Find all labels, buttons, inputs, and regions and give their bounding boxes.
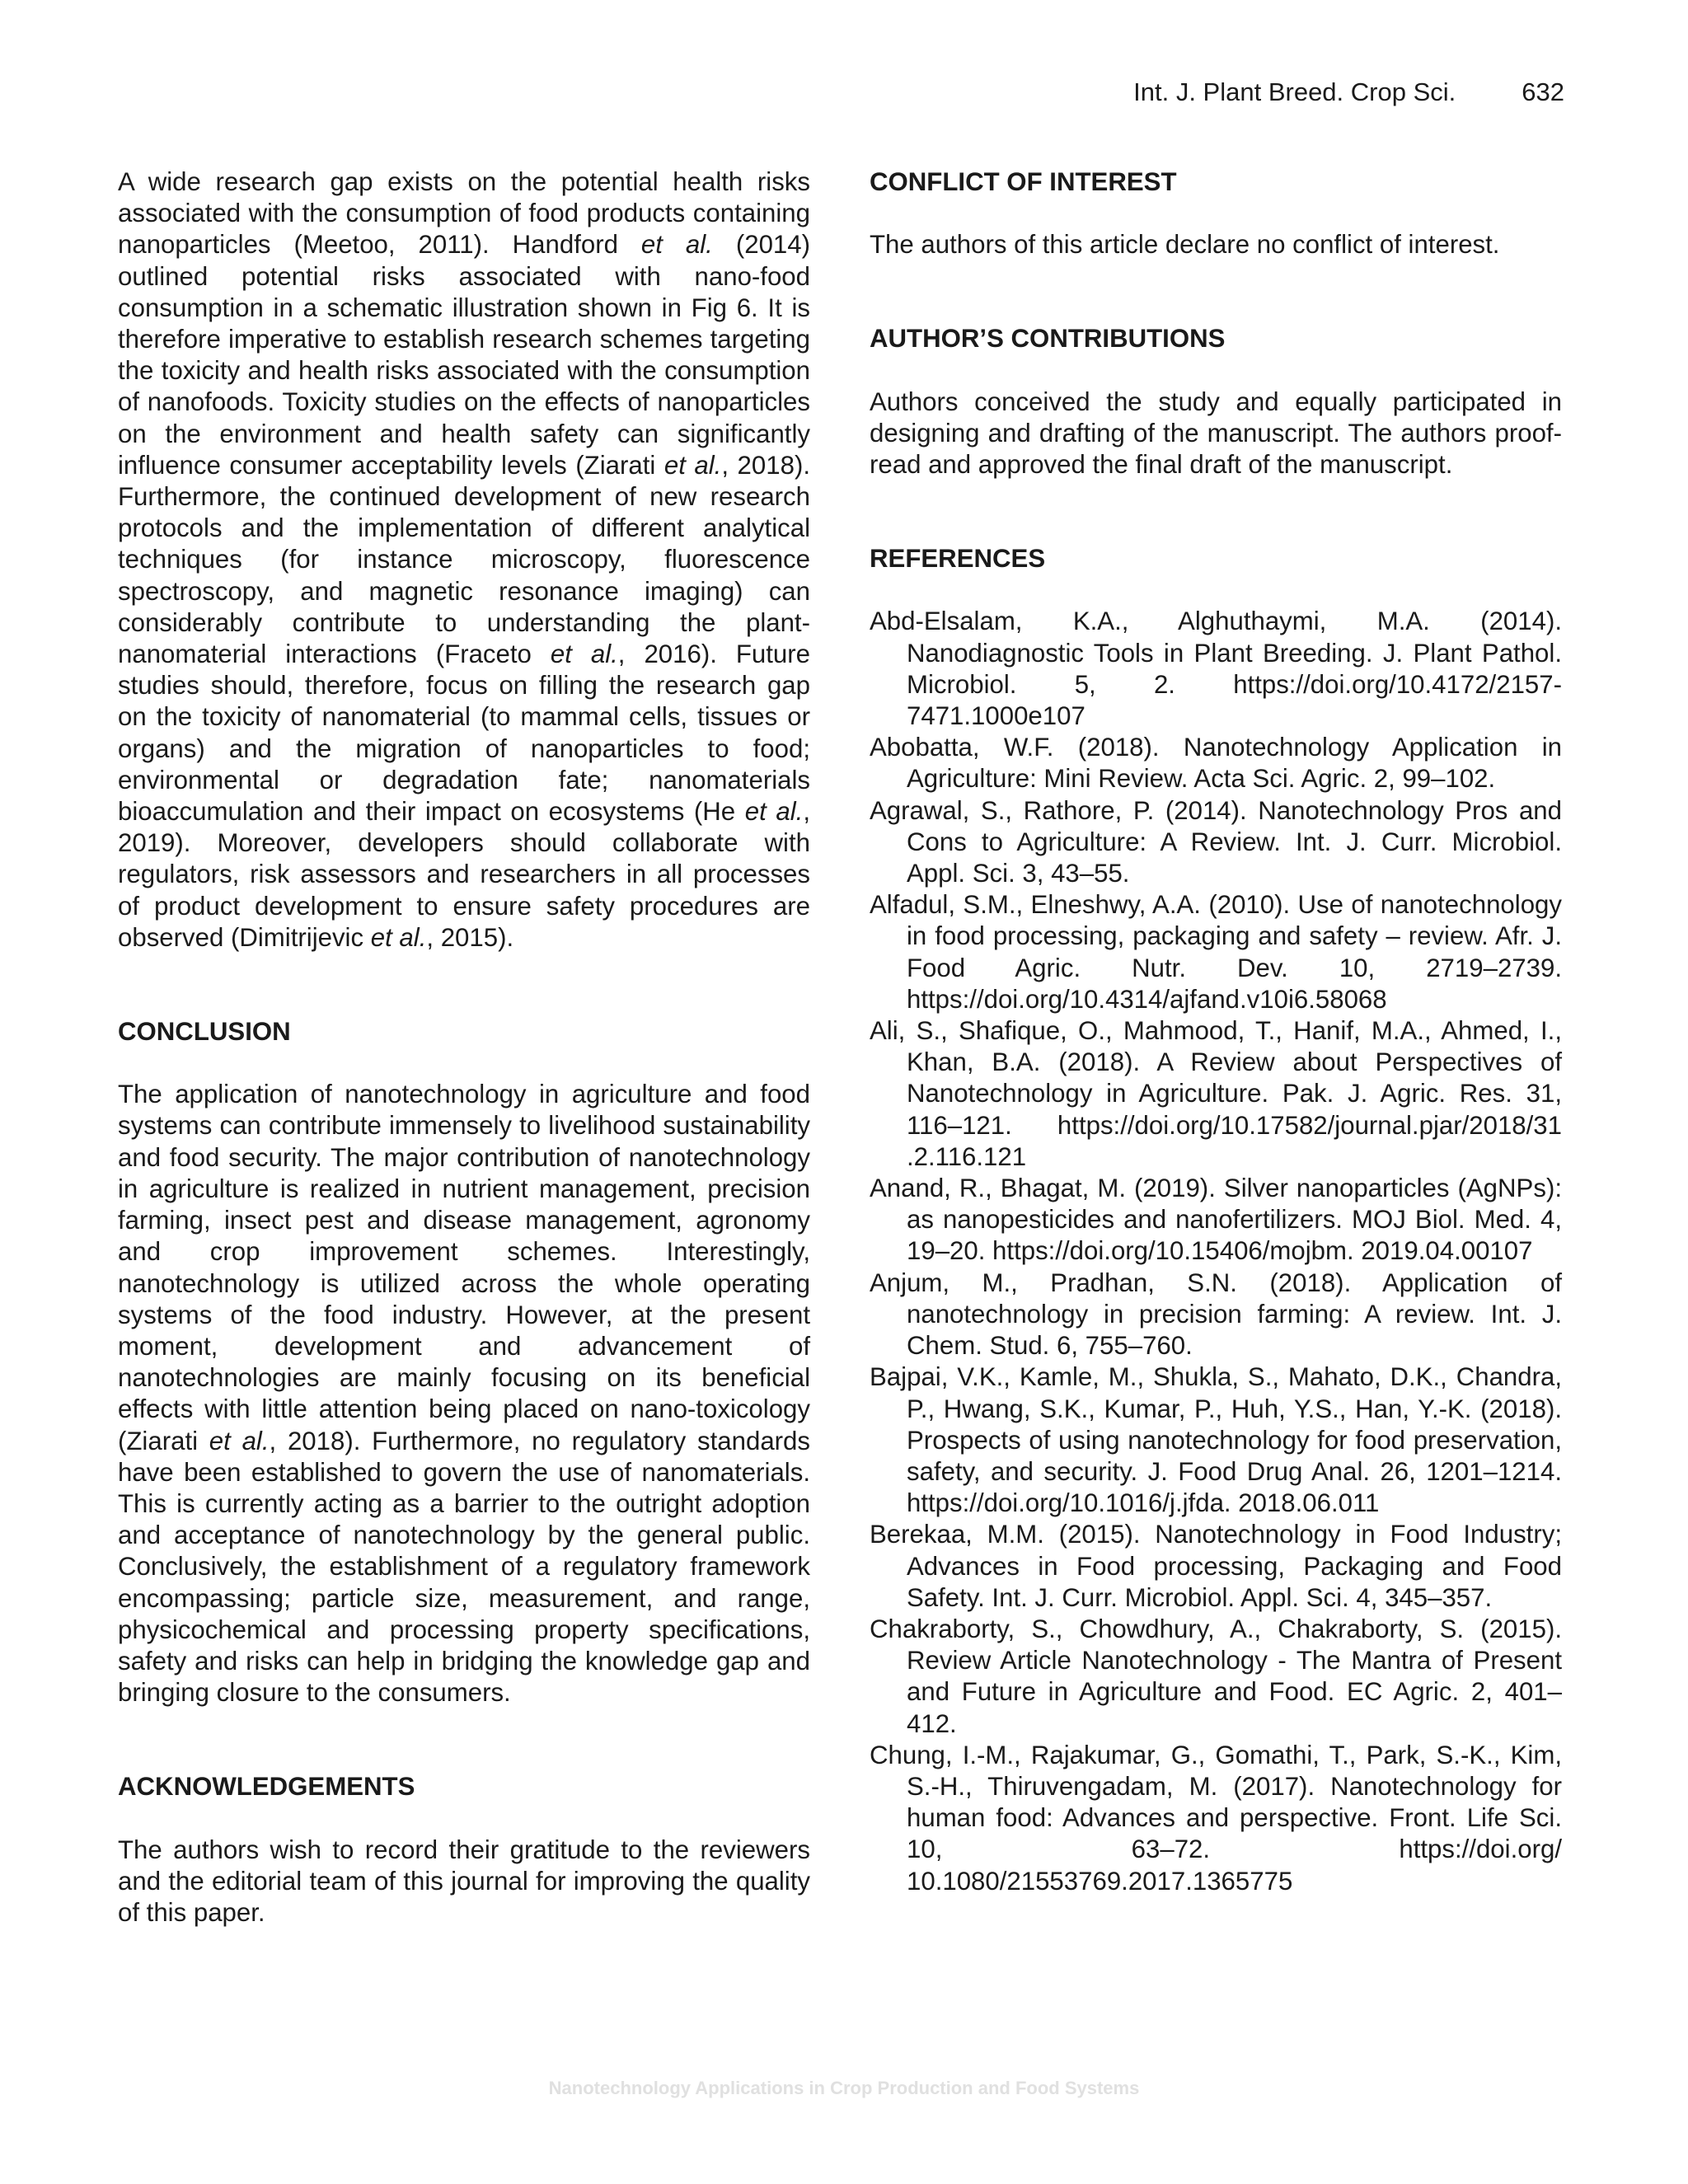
footer-article-title: Nanotechnology Applications in Crop Production and Food Systems bbox=[548, 2078, 1140, 2098]
references-heading: REFERENCES bbox=[870, 544, 1046, 574]
reference-item: Alfadul, S.M., Elneshwy, A.A. (2010). Use of nanotechnology in food processing, packaging and safety – review. Afr. J. Food Agric. Nutr. Dev. 10, 2719–2739. https://doi.org/10.4314/ajfand.v10i6.58068 bbox=[870, 890, 1562, 1014]
reference-item: Abobatta, W.F. (2018). Nanotechnology Application in Agriculture: Mini Review. Acta Sci. Agric. 2, 99–102. bbox=[870, 733, 1562, 794]
conflict-paragraph: The authors of this article declare no conflict of interest. bbox=[870, 230, 1500, 260]
acknowledgements-paragraph: The authors wish to record their gratitude to the reviewers and the editorial team of this journal for improving the quality of this paper. bbox=[118, 1835, 810, 1927]
reference-item: Anand, R., Bhagat, M. (2019). Silver nanoparticles (AgNPs): as nanopesticides and nanofertilizers. MOJ Biol. Med. 4, 19–20. https://doi.org/10.15406/mojbm. 2019.04.00107 bbox=[870, 1174, 1562, 1266]
left-column bbox=[118, 166, 810, 1929]
text-run: , 2016). Future studies should, therefore, focus on filling the research gap on the toxicity of nanomaterial (to mammal cells, tissues or organs) and the migration of nanoparticles to food; environmental or degradation fate; nanomaterials bioaccumulation and their impact on ecosystems (He bbox=[118, 640, 810, 827]
italic-et-al: et al. bbox=[744, 797, 804, 827]
contributions-heading: AUTHOR’S CONTRIBUTIONS bbox=[870, 324, 1226, 354]
italic-et-al: et al. bbox=[550, 640, 618, 669]
conclusion-paragraph bbox=[118, 1079, 810, 1708]
reference-item: Agrawal, S., Rathore, P. (2014). Nanotechnology Pros and Cons to Agriculture: A Review. Int. J. Curr. Microbiol. Appl. Sci. 3, 43–55. bbox=[870, 795, 1562, 888]
text-run: The application of nanotechnology in agriculture and food systems can contribute immensely to livelihood sustainability and food security. The major contribution of nanotechnology in agriculture is realized in nutrient management, precision farming, insect pest and disease management, agronomy and crop improvement schemes. Interestingly, nanotechnology is utilized across the whole operating systems of the food industry. However, at the present moment, development and advancement of nanotechnologies are mainly focusing on its beneficial effects with little attention being placed on nano-toxicology (Ziarati bbox=[118, 1080, 810, 1455]
right-column bbox=[870, 166, 1562, 1897]
reference-item: Chung, I.-M., Rajakumar, G., Gomathi, T., Park, S.-K., Kim, S.-H., Thiruvengadam, M. (2017). Nanotechnology for human food: Advances and perspective. Front. Life Sci. 10, 63–72. https://doi.org/ 10.1080/21553769.2017.1365775 bbox=[870, 1740, 1562, 1896]
text-run: , 2018). Furthermore, no regulatory standards have been established to govern the use of nanomaterials. This is currently acting as a barrier to the outright adoption and acceptance of nanotechnology by the general public. Conclusively, the establishment of a regulatory framework encompassing; particle size, measurement, and range, physicochemical and processing property specifications, safety and risks can help in bridging the knowledge gap and bringing closure to the consumers. bbox=[118, 1426, 810, 1708]
text-run: (2014) outlined potential risks associated with nano-food consumption in a schematic illustration shown in Fig 6. It is therefore imperative to establish research schemes targeting the toxicity and health risks associated with the consumption of nanofoods. Toxicity studies on the effects of nanoparticles on the environment and health safety can significantly influence consumer acceptability levels (Ziarati bbox=[118, 230, 810, 480]
conflict-heading: CONFLICT OF INTEREST bbox=[870, 167, 1177, 196]
italic-et-al: et al. bbox=[640, 230, 713, 260]
reference-item: Chakraborty, S., Chowdhury, A., Chakraborty, S. (2015). Review Article Nanotechnology - The Mantra of Present and Future in Agriculture and Food. EC Agric. 2, 401–412. bbox=[870, 1614, 1562, 1738]
text-run: , 2015). bbox=[426, 922, 514, 952]
intro-paragraph bbox=[118, 166, 810, 954]
reference-item: Anjum, M., Pradhan, S.N. (2018). Application of nanotechnology in precision farming: A review. Int. J. Chem. Stud. 6, 755–760. bbox=[870, 1268, 1562, 1361]
acknowledgements-heading: ACKNOWLEDGEMENTS bbox=[118, 1772, 415, 1802]
page-number: 632 bbox=[1522, 77, 1564, 106]
text-run: , 2019). Moreover, developers should collaborate with regulators, risk assessors and researchers in all processes of product development to ensure safety procedures are observed (Dimitrijevic bbox=[118, 797, 810, 952]
contributions-paragraph: Authors conceived the study and equally participated in designing and drafting of the manuscript. The authors proof-read and approved the final draft of the manuscript. bbox=[870, 387, 1562, 480]
reference-item: Ali, S., Shafique, O., Mahmood, T., Hanif, M.A., Ahmed, I., Khan, B.A. (2018). A Review about Perspectives of Nanotechnology in Agriculture. Pak. J. Agric. Res. 31, 116–121. https://doi.org/10.17582/journal.pjar/2018/31 .2.116.121 bbox=[870, 1016, 1562, 1171]
running-header bbox=[1133, 79, 1564, 105]
italic-et-al: et al. bbox=[370, 922, 427, 952]
reference-item: Bajpai, V.K., Kamle, M., Shukla, S., Mahato, D.K., Chandra, P., Hwang, S.K., Kumar, P., Huh, Y.S., Han, Y.-K. (2018). Prospects of using nanotechnology for food preservation, safety, and security. J. Food Drug Anal. 26, 1201–1214. https://doi.org/10.1016/j.jfda. 2018.06.011 bbox=[870, 1362, 1562, 1518]
reference-list bbox=[870, 606, 1562, 1896]
text-run: , 2018). Furthermore, the continued development of new research protocols and the implementation of different analytical techniques (for instance microscopy, fluorescence spectroscopy, and magnetic resonance imaging) can considerably contribute to understanding the plant-nanomaterial interactions (Fraceto bbox=[118, 450, 810, 669]
text-run: A wide research gap exists on the potential health risks associated with the consumption of food products containing nanoparticles (Meetoo, 2011). Handford bbox=[118, 167, 810, 260]
journal-name: Int. J. Plant Breed. Crop Sci. bbox=[1133, 77, 1456, 106]
reference-item: Berekaa, M.M. (2015). Nanotechnology in Food Industry; Advances in Food processing, Packaging and Food Safety. Int. J. Curr. Microbiol. Appl. Sci. 4, 345–357. bbox=[870, 1520, 1562, 1612]
conclusion-heading: CONCLUSION bbox=[118, 1017, 291, 1047]
italic-et-al: et al. bbox=[209, 1426, 270, 1455]
reference-item: Abd-Elsalam, K.A., Alghuthaymi, M.A. (2014). Nanodiagnostic Tools in Plant Breeding. J. Plant Pathol. Microbiol. 5, 2. https://doi.org/10.4172/2157-7471.1000e107 bbox=[870, 607, 1562, 731]
italic-et-al: et al. bbox=[663, 450, 722, 480]
